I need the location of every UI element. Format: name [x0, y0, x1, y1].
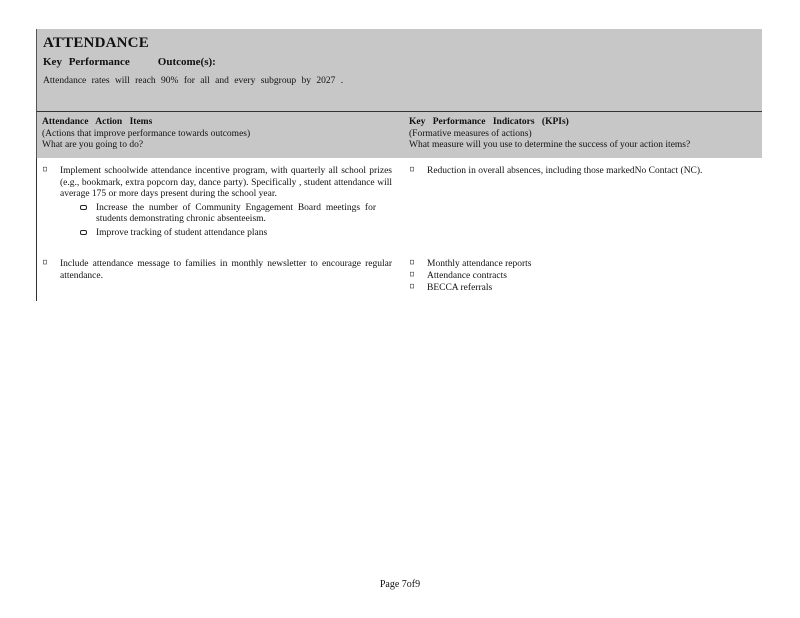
kpi-item: [410, 271, 755, 283]
bullet-box-icon: [410, 284, 414, 288]
kpi-question: What measure will you use to determine the success of your action items?: [409, 140, 691, 150]
circle-bullet-icon: [80, 230, 87, 235]
kpi-item-text: Monthly attendance reports: [427, 259, 532, 269]
attendance-plan-sheet: [36, 29, 762, 301]
kpi-item: [410, 166, 755, 178]
kpi-subtitle: (Formative measures of actions): [409, 128, 532, 139]
kpi-item-text: BECCA referrals: [427, 283, 493, 293]
sub-item-text: Improve tracking of student attendance plans: [96, 227, 268, 238]
action-item: [43, 259, 392, 282]
circle-bullet-icon: [80, 205, 87, 210]
section-title: ATTENDANCE: [43, 35, 149, 51]
column-headers: [36, 112, 762, 158]
kpi-title: Key Performance Indicators (KPIs): [409, 117, 569, 127]
action-item-text: Implement schoolwide attendance incentive program, with quarterly all school prizes (e.g., bookmark, extra popcorn day, dance party). Specifically , student attendance will average 175 or more days present during the school year.: [60, 166, 392, 199]
kpi-item: [410, 283, 755, 295]
action-items-header: [42, 117, 397, 152]
action-item-text: Include attendance message to families in monthly newsletter to encourage regular attendance.: [60, 259, 392, 281]
bullet-box-icon: [43, 167, 47, 171]
kpi-item-text: Attendance contracts: [427, 271, 507, 281]
bullet-box-icon: [410, 167, 414, 171]
bullet-box-icon: [43, 260, 47, 264]
kpo-label-part2: Outcome(s):: [157, 56, 216, 68]
kpi-header: [409, 117, 759, 152]
action-item: [43, 166, 392, 239]
bullet-box-icon: [410, 272, 414, 276]
kpi-item: [410, 259, 755, 271]
plan-body: [36, 158, 762, 301]
action-items-question: What are you going to do?: [42, 140, 144, 150]
kpi-item-text: Reduction in overall absences, including those markedNo Contact (NC).: [427, 166, 703, 176]
page-number: Page 7of9: [379, 579, 421, 590]
kpo-label-part1: Key Performance: [43, 56, 130, 68]
bullet-box-icon: [410, 260, 414, 264]
outcome-text: Attendance rates will reach 90% for all and every subgroup by 2027 .: [43, 76, 344, 86]
action-items-title: Attendance Action Items: [42, 117, 153, 127]
sub-item: [96, 203, 376, 226]
sub-item: [96, 228, 376, 240]
section-header: [36, 29, 762, 112]
sub-item-text: Increase the number of Community Engagement Board meetings for students demonstrating chronic absenteeism.: [96, 202, 376, 224]
kpo-label: [43, 56, 762, 68]
action-items-subtitle: (Actions that improve performance towards outcomes): [42, 128, 251, 139]
